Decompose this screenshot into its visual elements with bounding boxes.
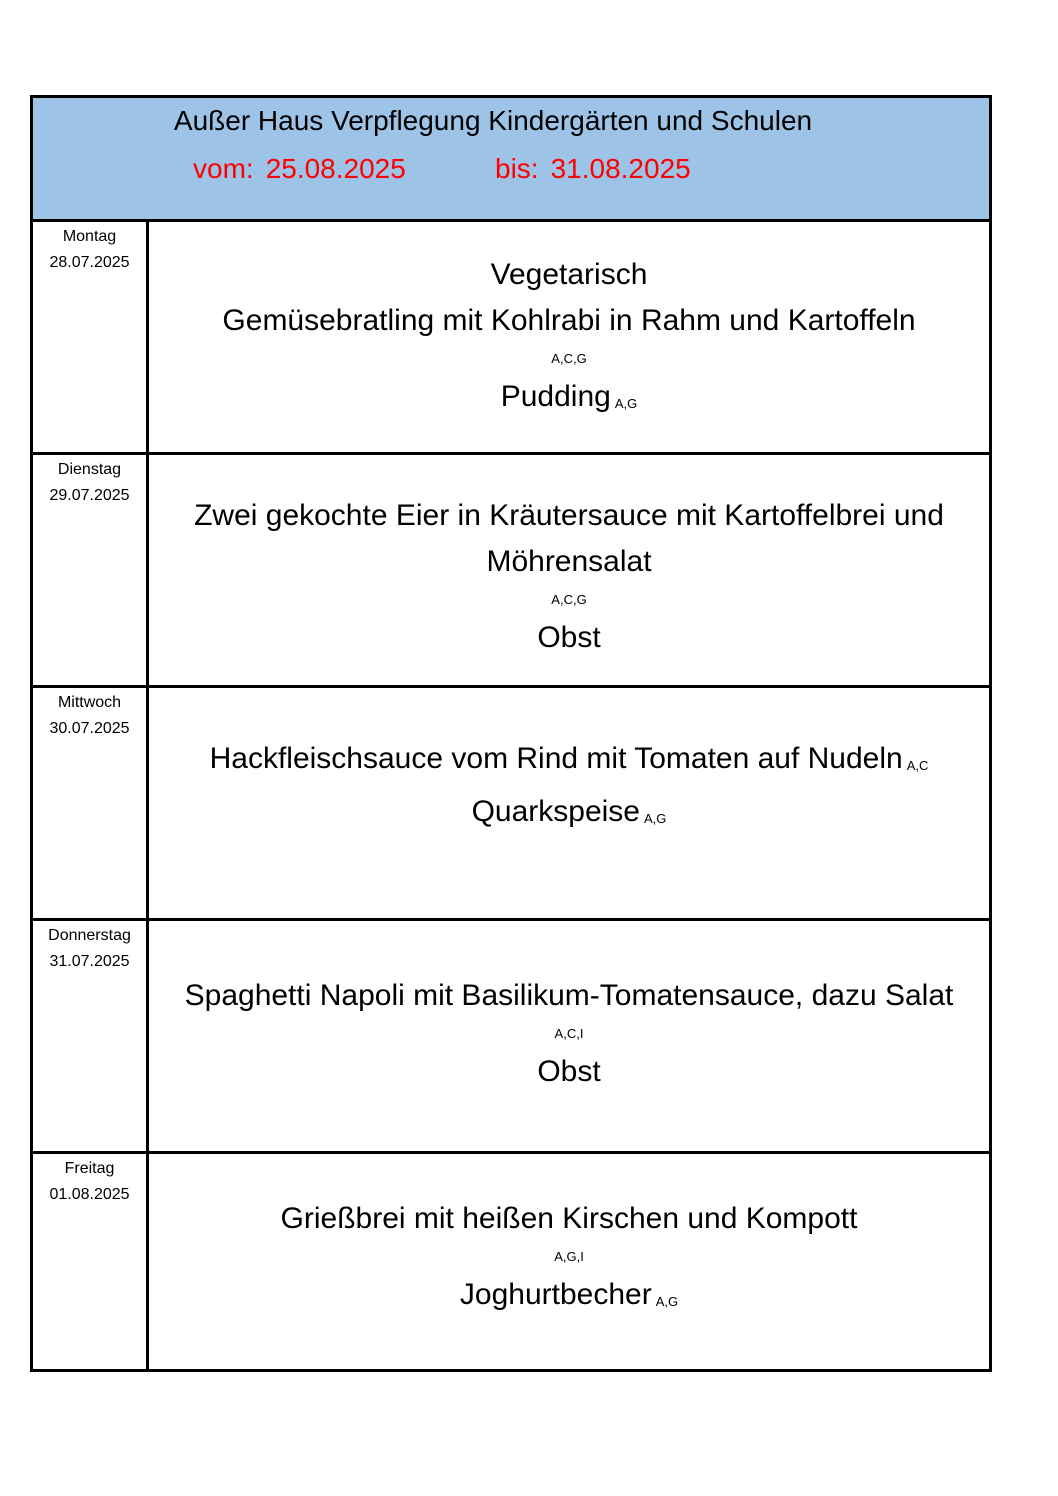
date-from: [193, 152, 406, 186]
date-label: 28.07.2025: [49, 254, 130, 271]
allergens: A,G,I: [554, 1249, 584, 1264]
date-to-value: 31.08.2025: [550, 153, 691, 184]
main-dish: Gemüsebratling mit Kohlrabi in Rahm und Kartoffeln: [222, 304, 916, 337]
date-label: 01.08.2025: [49, 1186, 130, 1203]
day-row-friday: [33, 1154, 989, 1369]
date-to-label: bis:: [495, 153, 539, 184]
main-dish: Grießbrei mit heißen Kirschen und Kompott: [280, 1202, 858, 1235]
meal-cell: [149, 1154, 989, 1369]
date-label: 31.07.2025: [49, 953, 130, 970]
main-dish: Spaghetti Napoli mit Basilikum-Tomatensauce, dazu Salat: [184, 979, 954, 1012]
day-cell: [33, 455, 149, 685]
meal-cell: [149, 921, 989, 1151]
allergens: A,C,G: [551, 592, 587, 607]
weekday-label: Mittwoch: [57, 694, 122, 711]
weekday-label: Dienstag: [57, 461, 122, 478]
date-from-label: vom:: [193, 153, 254, 184]
main-dish-line1: Zwei gekochte Eier in Kräutersauce mit Kartoffelbrei und: [194, 499, 944, 532]
day-row-wednesday: [33, 688, 989, 921]
day-cell: [33, 921, 149, 1151]
day-cell: [33, 1154, 149, 1369]
weekday-label: Montag: [62, 228, 117, 245]
main-dish-allergens: A,C: [906, 758, 929, 773]
dessert: Joghurtbecher A,G: [459, 1278, 679, 1311]
dessert: Obst: [537, 621, 601, 654]
day-cell: [33, 222, 149, 452]
menu-table: [30, 95, 992, 1372]
weekday-label: Donnerstag: [48, 927, 131, 944]
meal-cell: [149, 455, 989, 685]
date-label: 30.07.2025: [49, 720, 130, 737]
day-row-tuesday: [33, 455, 989, 688]
dessert: Obst: [537, 1055, 601, 1088]
dessert-allergens: A,G: [614, 396, 638, 411]
menu-title: Außer Haus Verpflegung Kindergärten und Schulen: [173, 105, 813, 136]
main-dish: Hackfleischsauce vom Rind mit Tomaten auf Nudeln A,C: [209, 742, 929, 775]
meal-cell: [149, 222, 989, 452]
allergens: A,C,I: [554, 1026, 584, 1041]
menu-header: [33, 98, 989, 222]
date-to: [495, 152, 691, 186]
day-cell: [33, 688, 149, 918]
dessert: Pudding A,G: [500, 380, 638, 413]
allergens: A,C,G: [551, 351, 587, 366]
dessert-allergens: A,G: [655, 1294, 679, 1309]
dessert: Quarkspeise A,G: [471, 795, 667, 828]
day-row-monday: [33, 222, 989, 455]
date-label: 29.07.2025: [49, 487, 130, 504]
meal-cell: [149, 688, 989, 918]
date-from-value: 25.08.2025: [265, 153, 406, 184]
weekday-label: Freitag: [64, 1160, 115, 1177]
meal-category: Vegetarisch: [490, 258, 648, 291]
dessert-allergens: A,G: [644, 811, 667, 826]
main-dish-line2: Möhrensalat: [486, 545, 652, 578]
day-row-thursday: [33, 921, 989, 1154]
